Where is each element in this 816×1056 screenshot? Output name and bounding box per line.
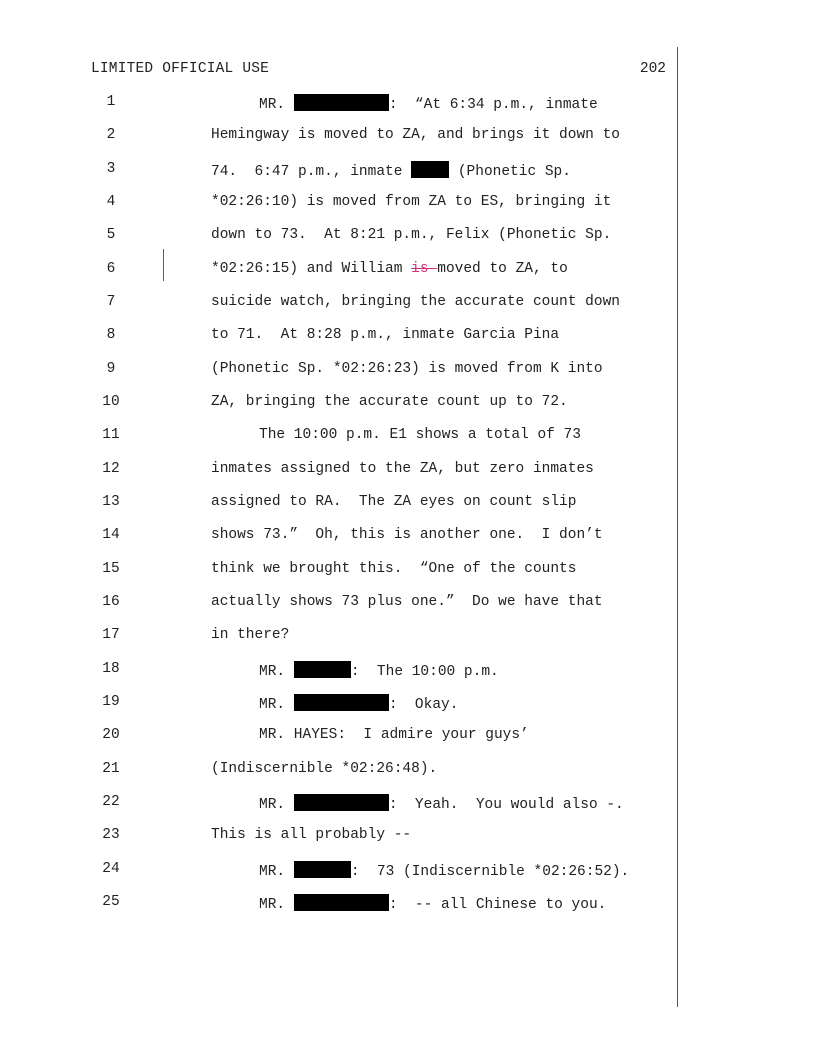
transcript-line	[0, 794, 700, 816]
line-number: 17	[102, 627, 120, 644]
line-number: 10	[102, 393, 120, 410]
redaction-block	[294, 94, 389, 111]
transcript-line	[0, 561, 700, 583]
text-segment: This is all probably --	[211, 827, 412, 844]
text-segment: suicide watch, bringing the accurate count down	[211, 293, 620, 310]
line-text	[211, 361, 603, 377]
transcript-line	[0, 194, 700, 216]
line-text	[211, 294, 620, 310]
line-text	[211, 494, 576, 510]
text-segment: *02:26:10) is moved from ZA to ES, bringing it	[211, 193, 612, 210]
line-text	[211, 761, 437, 777]
struck-text: is	[411, 260, 438, 277]
text-segment: The 10:00 p.m. E1 shows a total of 73	[259, 427, 581, 444]
transcript-line	[0, 661, 700, 683]
text-segment: MR.	[259, 796, 294, 813]
line-text	[259, 661, 499, 680]
line-number: 14	[102, 527, 120, 544]
text-segment: 74. 6:47 p.m., inmate	[211, 163, 412, 180]
transcript-line	[0, 361, 700, 383]
transcript-line	[0, 461, 700, 483]
line-number: 23	[102, 827, 120, 844]
line-number: 4	[106, 193, 116, 210]
line-number: 8	[106, 327, 116, 344]
text-segment: : Yeah. You would also -.	[388, 796, 624, 813]
line-number: 19	[102, 693, 120, 710]
transcript-line	[0, 494, 700, 516]
redaction-block	[294, 694, 389, 711]
text-segment: shows 73.” Oh, this is another one. I don’t	[211, 527, 603, 544]
text-segment: MR.	[259, 696, 294, 713]
line-number: 25	[102, 893, 120, 910]
text-segment: inmates assigned to the ZA, but zero inmates	[211, 460, 594, 477]
transcript-line	[0, 94, 700, 116]
line-text	[259, 694, 458, 713]
redaction-block	[294, 894, 389, 911]
text-segment: Hemingway is moved to ZA, and brings it down to	[211, 127, 620, 144]
line-number: 20	[102, 727, 120, 744]
text-segment: to 71. At 8:28 p.m., inmate Garcia Pina	[211, 327, 560, 344]
line-text	[211, 327, 559, 343]
line-text	[259, 894, 606, 913]
transcript-line	[0, 627, 700, 649]
text-segment: : 73 (Indiscernible *02:26:52).	[350, 863, 630, 880]
line-text	[259, 861, 629, 880]
text-segment: MR.	[259, 896, 294, 913]
page-number: 202	[639, 61, 666, 77]
redaction-block	[411, 161, 449, 178]
transcript-line	[0, 594, 700, 616]
line-text	[211, 194, 611, 210]
text-segment: MR.	[259, 97, 294, 113]
line-number: 15	[102, 560, 120, 577]
text-segment: MR.	[259, 863, 294, 880]
text-segment: (Phonetic Sp. *02:26:23) is moved from K into	[211, 360, 603, 377]
transcript-line	[0, 427, 700, 449]
transcript-line	[0, 161, 700, 183]
text-segment: ZA, bringing the accurate count up to 72.	[211, 393, 568, 410]
transcript-line	[0, 861, 700, 883]
redaction-block	[294, 794, 389, 811]
text-segment: : Okay.	[388, 696, 459, 713]
line-number: 13	[102, 493, 120, 510]
classification-header: LIMITED OFFICIAL USE	[91, 61, 270, 77]
transcript-line	[0, 694, 700, 716]
text-segment: : -- all Chinese to you.	[388, 896, 607, 913]
line-text	[259, 94, 598, 113]
line-number: 6	[106, 260, 116, 277]
line-number: 21	[102, 760, 120, 777]
line-number: 24	[102, 860, 120, 877]
line-text	[259, 727, 529, 743]
text-segment: MR.	[259, 663, 294, 680]
line-text	[259, 427, 581, 443]
line-number: 2	[106, 127, 116, 144]
line-text	[259, 794, 624, 813]
text-segment: (Indiscernible *02:26:48).	[211, 760, 438, 777]
line-text	[211, 594, 603, 610]
line-text	[211, 127, 620, 143]
line-text	[211, 561, 576, 577]
line-text	[211, 827, 411, 843]
transcript-line	[0, 394, 700, 416]
transcript-line	[0, 761, 700, 783]
text-segment: *02:26:15) and William	[211, 260, 412, 277]
line-text	[211, 627, 289, 643]
text-segment: assigned to RA. The ZA eyes on count slip	[211, 493, 577, 510]
text-segment: : The 10:00 p.m.	[350, 663, 499, 680]
line-number: 5	[106, 227, 116, 244]
line-text	[211, 527, 603, 543]
text-segment: think we brought this. “One of the counts	[211, 560, 577, 577]
line-text	[211, 161, 571, 180]
transcript-line	[0, 261, 700, 283]
transcript-line	[0, 827, 700, 849]
text-segment: in there?	[211, 627, 290, 644]
line-text	[211, 227, 611, 243]
text-segment: down to 73. At 8:21 p.m., Felix (Phonetic Sp.	[211, 227, 612, 244]
line-number: 18	[102, 660, 120, 677]
line-number: 7	[106, 293, 116, 310]
line-number: 3	[106, 160, 116, 177]
transcript-line	[0, 327, 700, 349]
line-text	[211, 394, 568, 410]
transcript-line	[0, 127, 700, 149]
text-segment: (Phonetic Sp.	[449, 163, 571, 180]
text-segment: moved to ZA, to	[437, 260, 568, 277]
line-text	[211, 261, 568, 277]
line-number: 11	[102, 427, 120, 444]
transcript-line	[0, 527, 700, 549]
line-number: 9	[106, 360, 116, 377]
line-number: 12	[102, 460, 120, 477]
line-number: 16	[102, 593, 120, 610]
text-segment: : “At 6:34 p.m., inmate	[388, 97, 598, 113]
transcript-line	[0, 894, 700, 916]
redaction-block	[294, 861, 351, 878]
transcript-line	[0, 727, 700, 749]
line-text	[211, 461, 594, 477]
text-segment: actually shows 73 plus one.” Do we have that	[211, 593, 603, 610]
line-number: 22	[102, 793, 120, 810]
text-segment: MR. HAYES: I admire your guys’	[259, 727, 529, 744]
transcript-line	[0, 294, 700, 316]
line-number: 1	[106, 94, 116, 110]
transcript-line	[0, 227, 700, 249]
redaction-block	[294, 661, 351, 678]
